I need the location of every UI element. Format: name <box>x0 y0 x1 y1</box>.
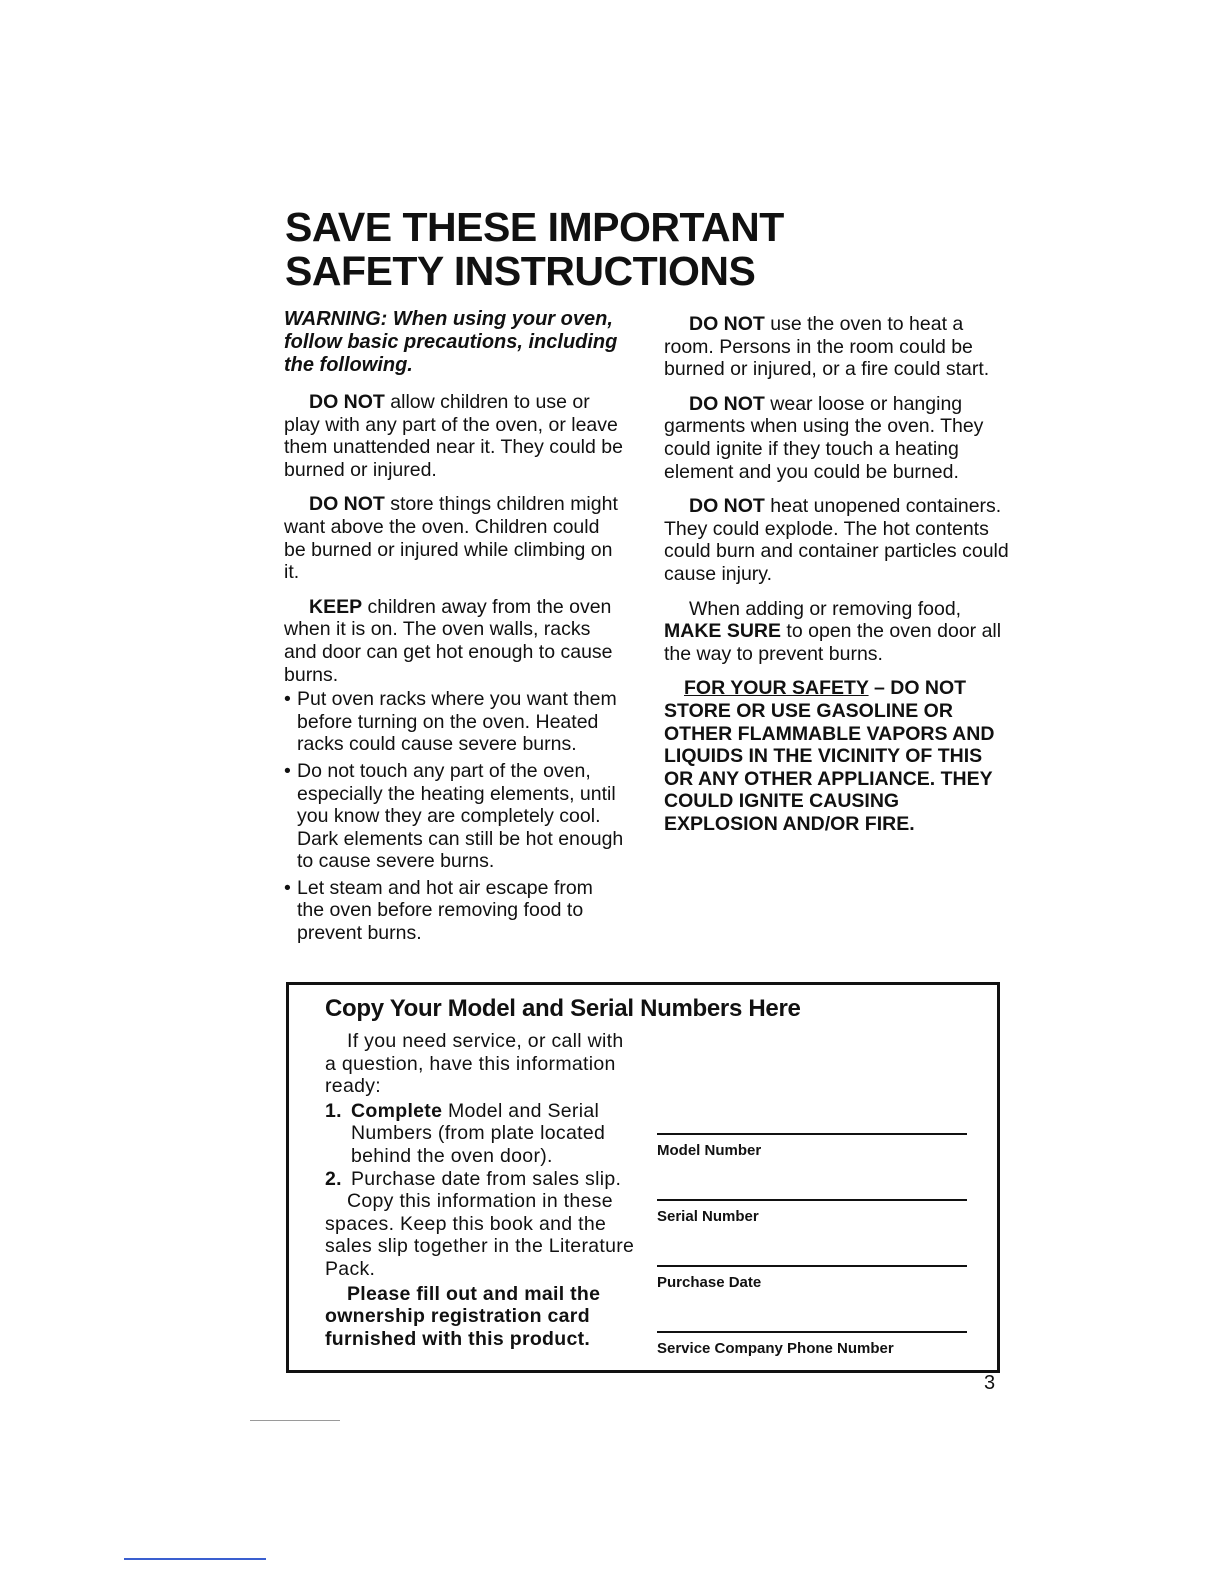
field-line <box>657 1331 967 1333</box>
safety-text: – DO NOT STORE OR USE GASOLINE OR OTHER FLAMMABLE VAPORS AND LIQUIDS IN THE VICINITY OF THIS OR ANY OTHER APPLIANCE. THEY COULD IGNITE CAUSING EXPLOSION AND/OR FIRE. <box>664 677 995 835</box>
steps-list <box>325 1100 635 1190</box>
instruction-lead: DO NOT <box>689 313 765 335</box>
service-phone-field <box>657 1331 967 1397</box>
field-label: Model Number <box>657 1142 762 1159</box>
make-sure-before: When adding or removing food, <box>689 597 962 620</box>
list-item <box>325 1168 635 1191</box>
list-item: • Let steam and hot air escape from the oven before removing food to prevent burns. <box>284 877 624 945</box>
field-label: Purchase Date <box>657 1274 762 1291</box>
title-line-1: SAVE THESE IMPORTANT <box>285 204 784 250</box>
safety-underlined: FOR YOUR SAFETY <box>684 677 869 700</box>
model-number-field <box>657 1133 967 1199</box>
step-text: Purchase date from sales slip. <box>351 1167 622 1190</box>
instruction-lead: DO NOT <box>689 392 765 415</box>
left-column <box>284 308 624 949</box>
instruction-lead: DO NOT <box>309 493 385 516</box>
safety-warning <box>664 677 1009 835</box>
instruction-paragraph <box>284 391 624 481</box>
mail-text: Please fill out and mail the ownership registration card furnished with this product. <box>325 1282 601 1350</box>
list-item <box>325 1100 635 1168</box>
model-serial-box <box>286 982 1000 1373</box>
instruction-paragraph <box>664 495 1009 585</box>
instruction-text: use the oven to heat a room. Persons in the room could be burned or injured, or a fire could start. <box>664 313 990 381</box>
instruction-text: allow children to use or play with any part of the oven, or leave them unattended near it. They could be burned or injured. <box>284 391 623 481</box>
step-number: 1. <box>325 1099 342 1122</box>
make-sure-after: to open the oven door all the way to prevent burns. <box>664 620 1002 665</box>
precaution-list <box>284 688 624 945</box>
page-number: 3 <box>984 1372 996 1394</box>
instruction-text: store things children might want above the oven. Children could be burned or injured while climbing on it. <box>284 493 618 584</box>
field-line <box>657 1199 967 1201</box>
field-line <box>657 1265 967 1267</box>
instruction-text: children away from the oven when it is on. The oven walls, racks and door can get hot enough to cause burns. <box>284 595 613 686</box>
list-item: • Put oven racks where you want them before turning on the oven. Heated racks could cause severe burns. <box>284 688 624 756</box>
instruction-text: heat unopened containers. They could explode. The hot contents could burn and container particles could cause injury. <box>664 495 1009 585</box>
instruction-lead: DO NOT <box>309 391 385 413</box>
instruction-paragraph <box>664 393 1009 483</box>
warning-heading: WARNING: When using your oven, follow basic precautions, including the following. <box>284 308 618 376</box>
instruction-paragraph <box>284 493 624 583</box>
scan-artifact-line <box>250 1420 340 1421</box>
box-intro: If you need service, or call with a question, have this information ready: <box>325 1030 624 1098</box>
box-instructions <box>325 1030 635 1350</box>
field-line <box>657 1133 967 1135</box>
step-number: 2. <box>325 1167 342 1190</box>
instruction-lead: KEEP <box>309 595 363 618</box>
record-fields <box>657 1133 967 1397</box>
right-column <box>664 313 1009 835</box>
instruction-paragraph <box>664 313 1009 381</box>
field-label: Service Company Phone Number <box>657 1340 894 1357</box>
instruction-lead: DO NOT <box>689 495 765 518</box>
list-item: • Do not touch any part of the oven, especially the heating elements, until you know they are completely cool. Dark elements can still be hot enough to cause severe burns. <box>284 760 624 873</box>
box-title: Copy Your Model and Serial Numbers Here <box>325 995 801 1022</box>
page-title <box>285 205 1085 293</box>
scan-artifact-line <box>124 1558 266 1560</box>
step-text: Model and Serial Numbers (from plate located behind the oven door). <box>351 1099 606 1167</box>
instruction-text: wear loose or hanging garments when using the oven. They could ignite if they touch a heating element and you could be burned. <box>664 392 984 483</box>
copy-text: Copy this information in these spaces. Keep this book and the sales slip together in the Literature Pack. <box>325 1190 635 1280</box>
serial-number-field <box>657 1199 967 1265</box>
purchase-date-field <box>657 1265 967 1331</box>
step-lead: Complete <box>351 1099 443 1122</box>
instruction-paragraph <box>284 596 624 686</box>
title-line-2: SAFETY INSTRUCTIONS <box>285 248 756 294</box>
make-sure-paragraph <box>664 598 1009 666</box>
make-sure-lead: MAKE SURE <box>664 620 782 643</box>
field-label: Serial Number <box>657 1208 759 1225</box>
